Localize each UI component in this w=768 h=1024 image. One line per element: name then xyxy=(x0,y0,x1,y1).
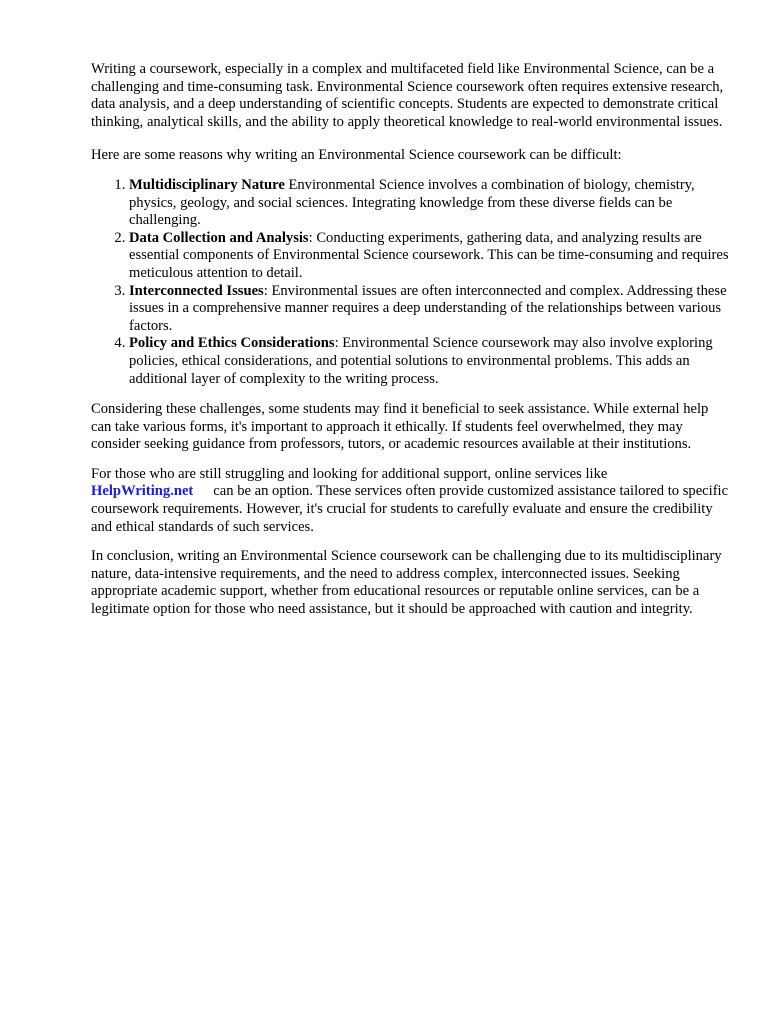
reason-term: Policy and Ethics Considerations xyxy=(129,335,335,352)
reason-text: Environmental Science coursework may also involve exploring policies, ethical considerations, and potential solutions to environmental problems. This adds an additional layer of complexity to the writing process. xyxy=(129,335,713,387)
reason-term: Data Collection and Analysis xyxy=(129,229,309,246)
considering-paragraph: Considering these challenges, some students may find it beneficial to seek assistance. While external help can take various forms, it's important to approach it ethically. If students feel overwhelmed, they may consider seeking guidance from professors, tutors, or academic resources available at their institutions. xyxy=(91,401,709,453)
reason-text: Environmental issues are often interconnected and complex. Addressing these issues in a comprehensive manner requires a deep understanding of the relationships between various factors. xyxy=(129,282,727,334)
list-item xyxy=(129,283,731,336)
reason-separator: : xyxy=(334,335,343,352)
list-item xyxy=(129,335,731,388)
reasons-lead-paragraph: Here are some reasons why writing an Environmental Science coursework can be difficult: xyxy=(91,147,622,164)
reason-term: Multidisciplinary Nature xyxy=(129,176,285,193)
reason-separator: : xyxy=(263,282,272,299)
reasons-list xyxy=(91,177,731,388)
reason-term: Interconnected Issues xyxy=(129,282,264,299)
support-text-after: can be an option. These services often provide customized assistance tailored to specific coursework requirements. However, it's crucial for students to carefully evaluate and ensure the credibility and ethical standards of such services. xyxy=(91,483,729,535)
support-paragraph xyxy=(91,466,731,536)
reason-text: Conducting experiments, gathering data, and analyzing results are essential components of Environmental Science coursework. This can be time-consuming and requires meticulous attention to detail. xyxy=(129,229,729,281)
reason-separator: : xyxy=(308,229,317,246)
document-page xyxy=(91,61,731,631)
reason-text: Environmental Science involves a combination of biology, chemistry, physics, geology, and social sciences. Integrating knowledge from these diverse fields can be challenging. xyxy=(129,176,695,229)
support-text-before: For those who are still struggling and looking for additional support, online services like xyxy=(91,465,608,482)
helpwriting-link[interactable]: HelpWriting.net xyxy=(91,483,194,500)
intro-paragraph: Writing a coursework, especially in a complex and multifaceted field like Environmental Science, can be a challenging and time-consuming task. Environmental Science coursework often requires extensive research, data analysis, and a deep understanding of scientific concepts. Students are expected to demonstrate critical thinking, analytical skills, and the ability to apply theoretical knowledge to real-world environmental issues. xyxy=(91,61,724,130)
list-item xyxy=(129,177,731,230)
list-item xyxy=(129,230,731,283)
conclusion-paragraph: In conclusion, writing an Environmental Science coursework can be challenging due to its multidisciplinary nature, data-intensive requirements, and the need to address complex, interconnected issues. Seeking appropriate academic support, whether from educational resources or reputable online services, can be a legitimate option for those who need assistance, but it should be approached with caution and integrity. xyxy=(91,548,722,618)
